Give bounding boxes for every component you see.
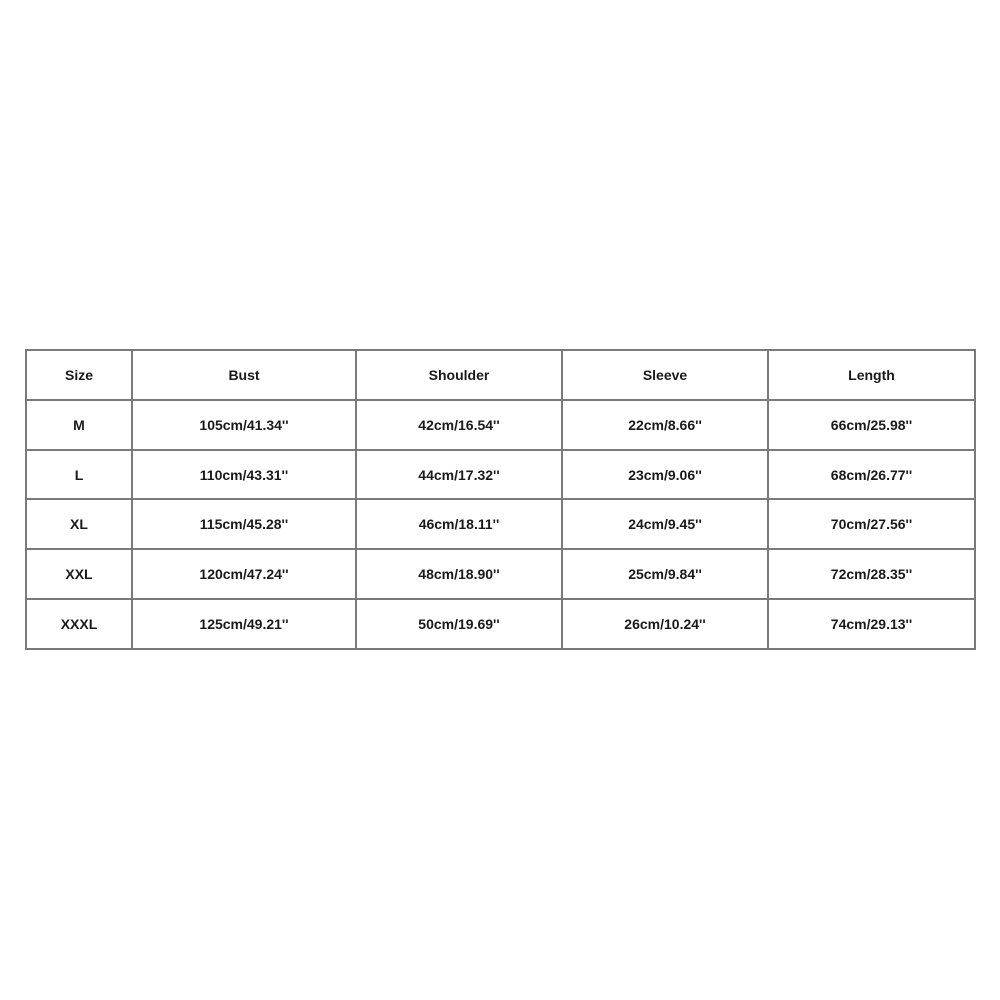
- size-cell: M: [26, 400, 132, 450]
- shoulder-cell: 48cm/18.90'': [356, 549, 562, 599]
- sleeve-cell: 25cm/9.84'': [562, 549, 768, 599]
- size-chart-table: [25, 349, 976, 650]
- size-cell: L: [26, 450, 132, 500]
- length-cell: 74cm/29.13'': [768, 599, 975, 649]
- table-row: [26, 549, 975, 599]
- size-cell: XXL: [26, 549, 132, 599]
- length-cell: 68cm/26.77'': [768, 450, 975, 500]
- header-sleeve: Sleeve: [562, 350, 768, 400]
- sleeve-cell: 22cm/8.66'': [562, 400, 768, 450]
- bust-cell: 125cm/49.21'': [132, 599, 356, 649]
- size-cell: XXXL: [26, 599, 132, 649]
- shoulder-cell: 42cm/16.54'': [356, 400, 562, 450]
- sleeve-cell: 23cm/9.06'': [562, 450, 768, 500]
- header-length: Length: [768, 350, 975, 400]
- header-shoulder: Shoulder: [356, 350, 562, 400]
- shoulder-cell: 46cm/18.11'': [356, 499, 562, 549]
- sleeve-cell: 24cm/9.45'': [562, 499, 768, 549]
- header-size: Size: [26, 350, 132, 400]
- size-cell: XL: [26, 499, 132, 549]
- table-row: [26, 450, 975, 500]
- table-header-row: [26, 350, 975, 400]
- length-cell: 70cm/27.56'': [768, 499, 975, 549]
- table-row: [26, 499, 975, 549]
- sleeve-cell: 26cm/10.24'': [562, 599, 768, 649]
- length-cell: 66cm/25.98'': [768, 400, 975, 450]
- length-cell: 72cm/28.35'': [768, 549, 975, 599]
- table-row: [26, 599, 975, 649]
- bust-cell: 115cm/45.28'': [132, 499, 356, 549]
- bust-cell: 120cm/47.24'': [132, 549, 356, 599]
- shoulder-cell: 44cm/17.32'': [356, 450, 562, 500]
- header-bust: Bust: [132, 350, 356, 400]
- bust-cell: 110cm/43.31'': [132, 450, 356, 500]
- table-row: [26, 400, 975, 450]
- bust-cell: 105cm/41.34'': [132, 400, 356, 450]
- shoulder-cell: 50cm/19.69'': [356, 599, 562, 649]
